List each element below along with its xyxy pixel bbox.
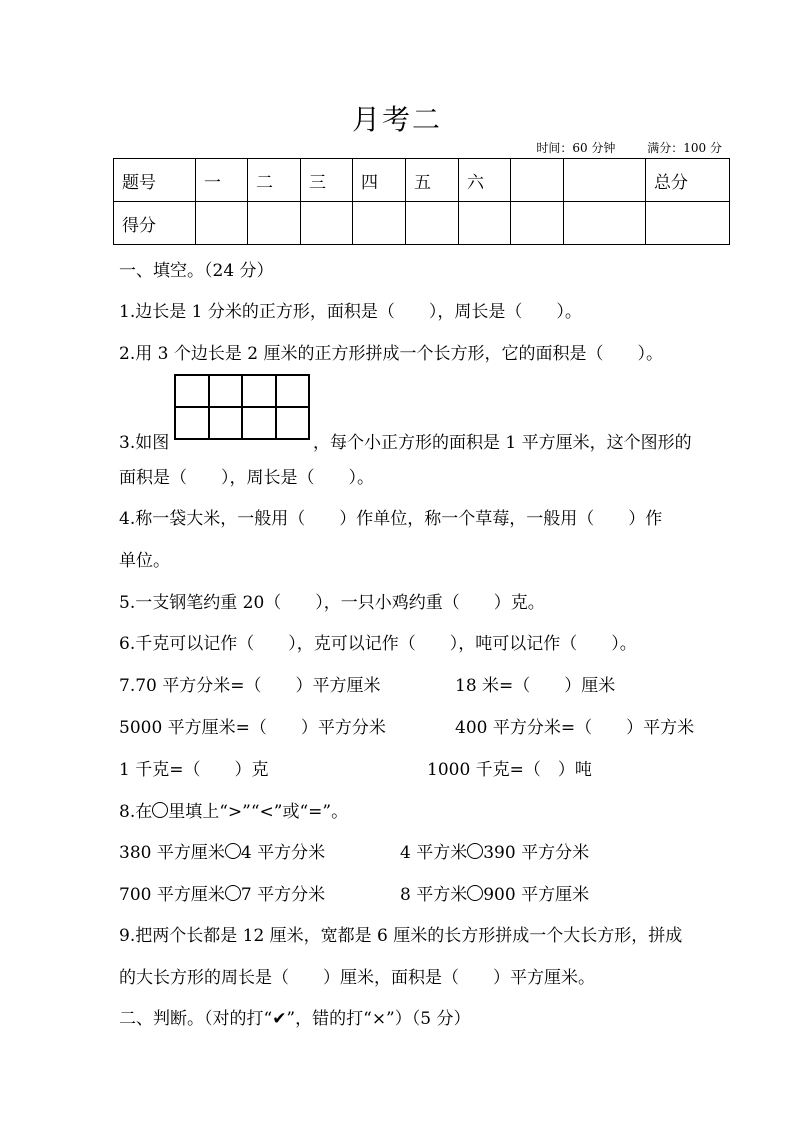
compare-b xyxy=(400,838,589,863)
question-3-line2: 面积是（ ），周长是（ ）。 xyxy=(119,468,374,488)
question-8-suffix: 里填上“>”“<”或“=”。 xyxy=(168,802,349,822)
question-8 xyxy=(119,797,348,822)
score-input-cell[interactable] xyxy=(511,202,564,245)
compare-right: 7 平方分米 xyxy=(240,885,326,905)
question-7e: 1 千克=（ ）克 xyxy=(119,760,269,780)
compare-circle-blank[interactable] xyxy=(225,885,241,901)
exam-meta xyxy=(508,139,722,156)
question-3-suffix: ，每个小正方形的面积是 1 平方厘米，这个图形的 xyxy=(313,433,692,453)
score-input-cell[interactable] xyxy=(406,202,459,245)
table-cell xyxy=(564,159,646,202)
grid-square xyxy=(276,407,310,439)
full-score: 满分：100 分 xyxy=(647,141,722,155)
compare-a xyxy=(119,838,325,863)
question-7b: 18 米=（ ）厘米 xyxy=(455,676,616,696)
table-cell: 题号 xyxy=(114,159,196,202)
question-9-line2: 的大长方形的周长是（ ）厘米，面积是（ ）平方厘米。 xyxy=(119,968,595,988)
section2-heading: 二、判断。（对的打“✔”，错的打“×”）（5 分） xyxy=(119,1009,471,1029)
score-table xyxy=(113,158,730,245)
score-input-cell[interactable] xyxy=(248,202,301,245)
compare-left: 8 平方米 xyxy=(400,885,468,905)
score-input-cell[interactable] xyxy=(353,202,406,245)
compare-right: 900 平方厘米 xyxy=(483,885,590,905)
score-input-cell[interactable] xyxy=(301,202,353,245)
grid-square xyxy=(209,375,243,407)
question-3-grid-figure xyxy=(174,374,310,440)
page-title: 月考二 xyxy=(351,103,442,136)
compare-circle-blank[interactable] xyxy=(467,885,483,901)
grid-square xyxy=(276,375,310,407)
question-4-line1: 4.称一袋大米，一般用（ ）作单位，称一个草莓，一般用（ ）作 xyxy=(119,509,663,529)
question-6: 6.千克可以记作（ ），克可以记作（ ），吨可以记作（ ）。 xyxy=(119,634,637,654)
score-input-cell[interactable] xyxy=(646,202,730,245)
score-table-score-row xyxy=(114,202,730,245)
score-input-cell[interactable] xyxy=(564,202,646,245)
question-4-line2: 单位。 xyxy=(119,551,170,571)
table-cell: 五 xyxy=(406,159,459,202)
table-cell xyxy=(511,159,564,202)
question-3-prefix: 3.如图 xyxy=(119,433,170,453)
table-cell: 四 xyxy=(353,159,406,202)
compare-left: 700 平方厘米 xyxy=(119,885,225,905)
score-input-cell[interactable] xyxy=(459,202,511,245)
compare-d xyxy=(400,880,589,905)
table-cell: 总分 xyxy=(646,159,730,202)
question-5: 5.一支钢笔约重 20（ ），一只小鸡约重（ ）克。 xyxy=(119,593,545,613)
compare-left: 380 平方厘米 xyxy=(119,843,225,863)
grid-square xyxy=(175,375,209,407)
table-cell: 六 xyxy=(459,159,511,202)
table-cell: 三 xyxy=(301,159,353,202)
grid-square xyxy=(209,407,243,439)
compare-right: 4 平方分米 xyxy=(240,843,326,863)
grid-square xyxy=(242,407,276,439)
grid-square xyxy=(242,375,276,407)
table-cell: 得分 xyxy=(114,202,196,245)
compare-circle-blank[interactable] xyxy=(225,843,241,859)
question-7c: 5000 平方厘米=（ ）平方分米 xyxy=(119,718,386,738)
grid-square xyxy=(175,407,209,439)
question-7d: 400 平方分米=（ ）平方米 xyxy=(455,718,695,738)
time-limit: 时间：60 分钟 xyxy=(536,141,616,155)
compare-c xyxy=(119,880,325,905)
table-cell: 二 xyxy=(248,159,301,202)
section1-heading: 一、填空。（24 分） xyxy=(119,261,274,281)
compare-circle-blank[interactable] xyxy=(467,843,483,859)
question-7f: 1000 千克=（ ）吨 xyxy=(427,760,592,780)
question-8-prefix: 8.在 xyxy=(119,802,153,822)
compare-right: 390 平方分米 xyxy=(483,843,590,863)
question-2: 2.用 3 个边长是 2 厘米的正方形拼成一个长方形，它的面积是（ ）。 xyxy=(119,344,663,364)
question-7a: 7.70 平方分米=（ ）平方厘米 xyxy=(119,676,381,696)
score-input-cell[interactable] xyxy=(196,202,248,245)
circle-icon xyxy=(152,802,168,818)
table-cell: 一 xyxy=(196,159,248,202)
score-table-header-row xyxy=(114,159,730,202)
question-1: 1.边长是 1 分米的正方形，面积是（ ），周长是（ ）。 xyxy=(119,302,582,322)
compare-left: 4 平方米 xyxy=(400,843,468,863)
question-9-line1: 9.把两个长都是 12 厘米，宽都是 6 厘米的长方形拼成一个大长方形，拼成 xyxy=(119,926,683,946)
